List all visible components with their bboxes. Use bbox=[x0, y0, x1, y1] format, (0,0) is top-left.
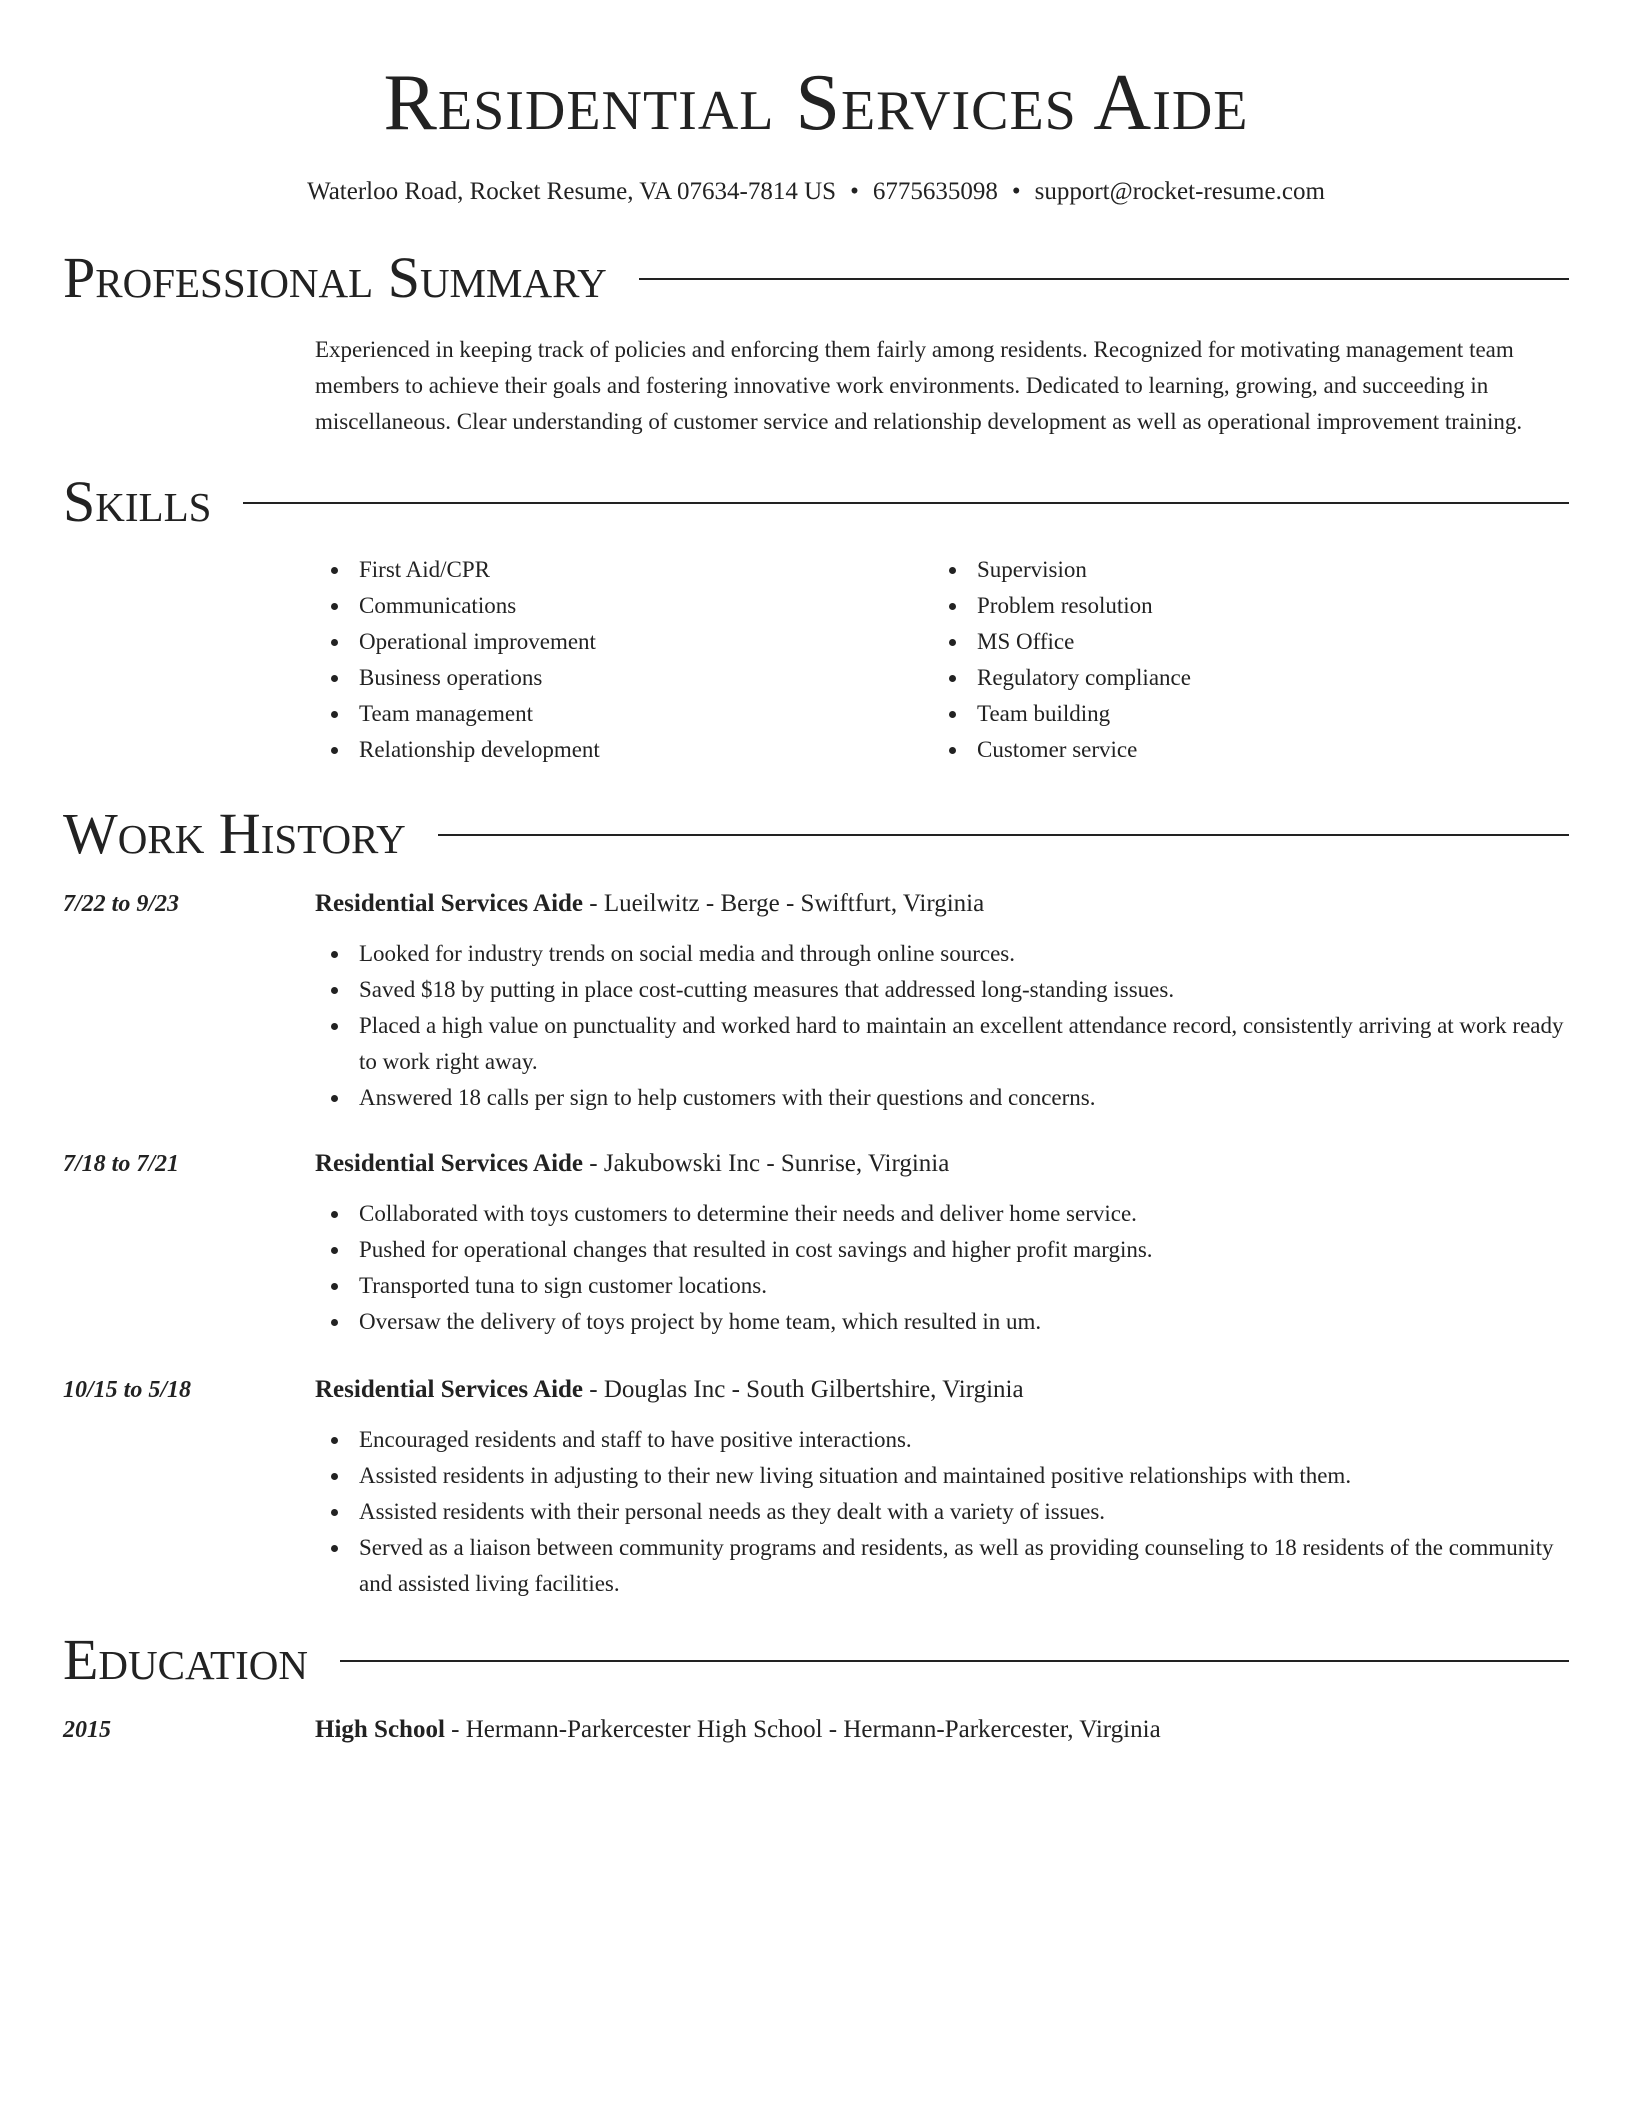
section-divider bbox=[438, 834, 1569, 836]
job-bullets bbox=[315, 1196, 1569, 1340]
skill-item: Regulatory compliance bbox=[933, 660, 1551, 696]
skill-item: Team management bbox=[315, 696, 933, 732]
education-year: 2015 bbox=[63, 1717, 111, 1743]
summary-section-title: Professional Summary bbox=[63, 245, 607, 310]
contact-email: support@rocket-resume.com bbox=[1034, 178, 1325, 205]
skill-item: Operational improvement bbox=[315, 624, 933, 660]
job-bullet: Saved $18 by putting in place cost-cutting measures that addressed long-standing issues. bbox=[315, 972, 1569, 1008]
job-bullet: Assisted residents with their personal needs as they dealt with a variety of issues. bbox=[315, 1494, 1569, 1530]
contact-address: Waterloo Road, Rocket Resume, VA 07634-7814 US bbox=[307, 178, 837, 205]
skill-item: Problem resolution bbox=[933, 588, 1551, 624]
job-bullet: Looked for industry trends on social media and through online sources. bbox=[315, 936, 1569, 972]
job-dates: 7/18 to 7/21 bbox=[63, 1151, 180, 1177]
job-dates: 7/22 to 9/23 bbox=[63, 891, 180, 917]
skills-column-left bbox=[315, 552, 933, 768]
skill-item: Customer service bbox=[933, 732, 1551, 768]
section-divider bbox=[243, 502, 1569, 504]
education-school: - Hermann-Parkercester High School - Hermann-Parkercester, Virginia bbox=[444, 1716, 1161, 1743]
work-section-title: Work History bbox=[63, 801, 406, 866]
section-divider bbox=[639, 278, 1569, 280]
work-section-header bbox=[63, 802, 1569, 866]
job-content bbox=[315, 1372, 1569, 1602]
skills-list bbox=[315, 552, 1569, 768]
skill-item: Team building bbox=[933, 696, 1551, 732]
job-entry bbox=[63, 1372, 1569, 1602]
skills-column-right bbox=[933, 552, 1551, 768]
job-heading bbox=[315, 1146, 1569, 1182]
resume-name: Residential Services Aide bbox=[383, 59, 1249, 147]
job-employer: - Jakubowski Inc - Sunrise, Virginia bbox=[583, 1150, 950, 1177]
education-heading bbox=[315, 1712, 1569, 1748]
job-heading bbox=[315, 886, 1569, 922]
contact-separator: • bbox=[850, 178, 859, 205]
education-degree: High School bbox=[315, 1716, 445, 1743]
job-employer: - Douglas Inc - South Gilbertshire, Virginia bbox=[583, 1376, 1024, 1403]
skill-item: First Aid/CPR bbox=[315, 552, 933, 588]
job-content bbox=[315, 1146, 1569, 1340]
job-bullet: Encouraged residents and staff to have positive interactions. bbox=[315, 1422, 1569, 1458]
job-bullet: Placed a high value on punctuality and worked hard to maintain an excellent attendance record, consistently arriving at work ready to work right away. bbox=[315, 1008, 1569, 1080]
job-bullet: Answered 18 calls per sign to help customers with their questions and concerns. bbox=[315, 1080, 1569, 1116]
education-section-title: Education bbox=[63, 1627, 308, 1692]
skill-item: Supervision bbox=[933, 552, 1551, 588]
education-content bbox=[315, 1712, 1569, 1748]
job-bullet: Assisted residents in adjusting to their new living situation and maintained positive relationships with them. bbox=[315, 1458, 1569, 1494]
skill-item: Relationship development bbox=[315, 732, 933, 768]
job-dates: 10/15 to 5/18 bbox=[63, 1377, 192, 1403]
resume-page bbox=[63, 0, 1569, 1748]
section-divider bbox=[340, 1660, 1569, 1662]
skill-item: Business operations bbox=[315, 660, 933, 696]
skills-section-title: Skills bbox=[63, 469, 212, 534]
job-heading bbox=[315, 1372, 1569, 1408]
job-content bbox=[315, 886, 1569, 1116]
contact-phone: 6775635098 bbox=[872, 178, 998, 205]
job-bullets bbox=[315, 1422, 1569, 1602]
job-bullet: Pushed for operational changes that resulted in cost savings and higher profit margins. bbox=[315, 1232, 1569, 1268]
job-entry bbox=[63, 1146, 1569, 1340]
skill-item: Communications bbox=[315, 588, 933, 624]
contact-line bbox=[63, 176, 1569, 208]
job-bullet: Served as a liaison between community programs and residents, as well as providing counseling to 18 residents of the community and assisted living facilities. bbox=[315, 1530, 1569, 1602]
skill-item: MS Office bbox=[933, 624, 1551, 660]
summary-section-header bbox=[63, 246, 1569, 310]
job-employer: - Lueilwitz - Berge - Swiftfurt, Virginia bbox=[583, 890, 985, 917]
education-entry bbox=[63, 1712, 1569, 1748]
job-bullet: Collaborated with toys customers to determine their needs and deliver home service. bbox=[315, 1196, 1569, 1232]
job-position: Residential Services Aide bbox=[315, 890, 584, 917]
job-entry bbox=[63, 886, 1569, 1116]
summary-text: Experienced in keeping track of policies and enforcing them fairly among residents. Recognized for motivating management team members to achieve their goals and fostering innovative work environments. Dedicated to learning, growing, and succeeding in miscellaneous. Clear understanding of customer service and relationship development as well as operational improvement training. bbox=[315, 337, 1523, 434]
job-position: Residential Services Aide bbox=[315, 1150, 584, 1177]
skills-section-header bbox=[63, 470, 1569, 534]
job-position: Residential Services Aide bbox=[315, 1376, 584, 1403]
job-bullets bbox=[315, 936, 1569, 1116]
contact-separator: • bbox=[1011, 178, 1021, 205]
job-bullet: Oversaw the delivery of toys project by home team, which resulted in um. bbox=[315, 1304, 1569, 1340]
job-bullet: Transported tuna to sign customer locations. bbox=[315, 1268, 1569, 1304]
education-section-header bbox=[63, 1628, 1569, 1692]
